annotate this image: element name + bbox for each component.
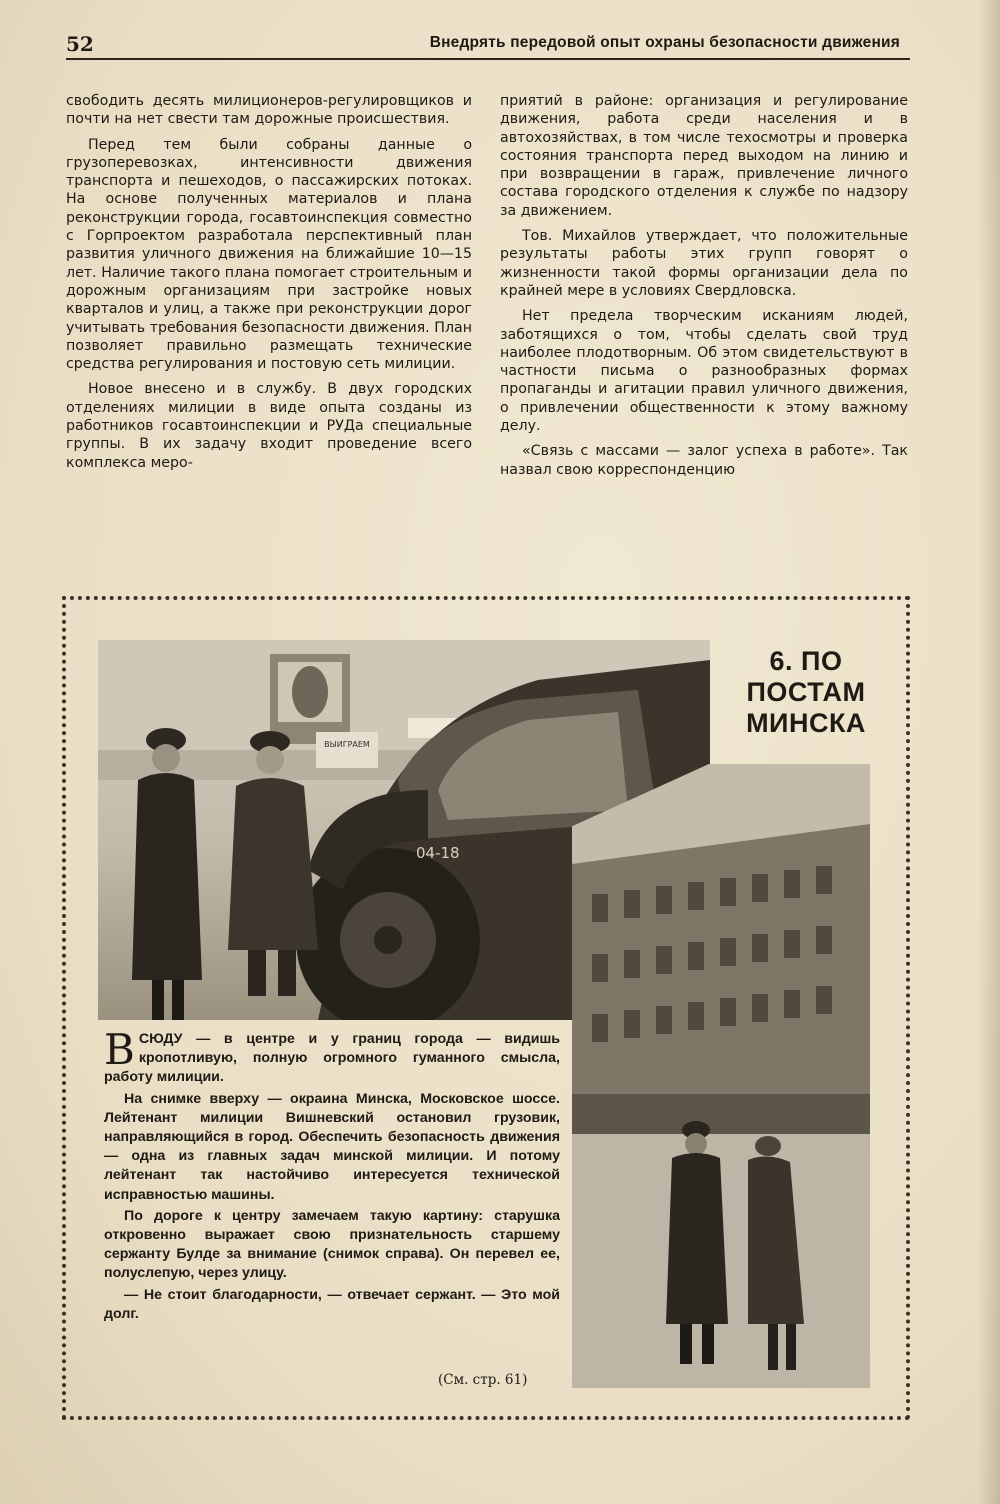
running-head: Внедрять передовой опыт охраны безопасности движения [429, 34, 900, 51]
caption-lead-paragraph [104, 1025, 560, 1088]
section-title-line: 6. ПО [769, 646, 843, 676]
page-number: 52 [66, 32, 94, 56]
left-text-column [66, 92, 472, 479]
caption-text: СЮДУ — в центре и у границ города — видишь кропотливую, полную огромного гуманного смысла, работу милиции. [104, 1031, 560, 1086]
dotted-border-right [906, 596, 910, 1420]
photo-street-crossing [572, 764, 870, 1388]
section-title-line: ПОСТАМ [746, 677, 866, 707]
paragraph: Нет предела творческим исканиям людей, заботящихся о том, чтобы сделать свой труд наиболее плодотворным. Об этом свидетельствуют в частности письма о разнообразных формах пропаганды и агитации правил уличного движения, о привлечении общественности к этому важному делу. [500, 308, 908, 435]
truck-license-plate: 04-18 [416, 844, 460, 862]
page-header [66, 30, 910, 60]
dotted-border-bottom [62, 1416, 910, 1420]
page-edge-shadow [978, 0, 1000, 1504]
header-rule [66, 58, 910, 60]
photo-caption [104, 1025, 560, 1326]
section-title [726, 646, 886, 739]
street-photo-illustration [572, 764, 870, 1388]
drop-cap: В [104, 1025, 135, 1074]
caption-paragraph: На снимке вверху — окраина Минска, Московское шоссе. Лейтенант милиции Вишневский остановил грузовик, направляющийся в город. Обеспечить безопасность движения — одна из главных задач минской милиции. И потому лейтенант так настойчиво интересуется технической исправностью машины. [104, 1090, 560, 1203]
see-page-reference: (См. стр. 61) [438, 1372, 528, 1388]
caption-paragraph: — Не стоит благодарности, — отвечает сержант. — Это мой долг. [104, 1286, 560, 1322]
right-text-column [500, 92, 908, 486]
paragraph: Перед тем были собраны данные о грузоперевозках, интенсивности движения транспорта и пешеходов, о пассажирских потоках. На основе полученных материалов и плана реконструкции города, госавтоинспекция совместно с Горпроектом разработала перспективный план развития уличного движения на ближайшие 10—15 лет. Наличие такого плана помогает строительным и дорожным организациям при застройке новых кварталов и улиц, а также при реконструкции дорог учитывать требования безопасности движения. План позволяет правильно размещать технические средства регулирования и постовую сеть милиции. [66, 136, 472, 373]
dotted-border-left [62, 596, 66, 1420]
paragraph: Тов. Михайлов утверждает, что положительные результаты работы этих групп говорят о жизненности такой формы организации дела по крайней мере в условиях Свердловска. [500, 228, 908, 299]
paragraph: свободить десять милиционеров-регулировщиков и почти на нет свести там дорожные происшествия. [66, 93, 472, 128]
section-title-line: МИНСКА [746, 708, 866, 738]
dotted-border-top [62, 596, 910, 600]
caption-paragraph: По дороге к центру замечаем такую картину: старушка откровенно выражает свою признательность старшему сержанту Булде за внимание (снимок справа). Он перевел ее, полуслепую, через улицу. [104, 1207, 560, 1282]
paragraph: «Связь с массами — залог успеха в работе». Так назвал свою корреспонденцию [500, 443, 908, 478]
paragraph: Новое внесено и в службу. В двух городских отделениях милиции в виде опыта созданы из работников госавтоинспекции и РУДа специальные группы. В их задачу входит проведение всего комплекса меро- [66, 381, 472, 471]
paragraph: приятий в районе: организация и регулирование движения, работа среди населения и в автохозяйствах, в том числе техосмотры и проверка состояния транспорта перед выходом на линию и при возвращении в гараж, привлечение личного состава городского отделения к службе по надзору за движением. [500, 93, 908, 219]
poster-label: ВЫИГРАЕМ [324, 740, 370, 749]
